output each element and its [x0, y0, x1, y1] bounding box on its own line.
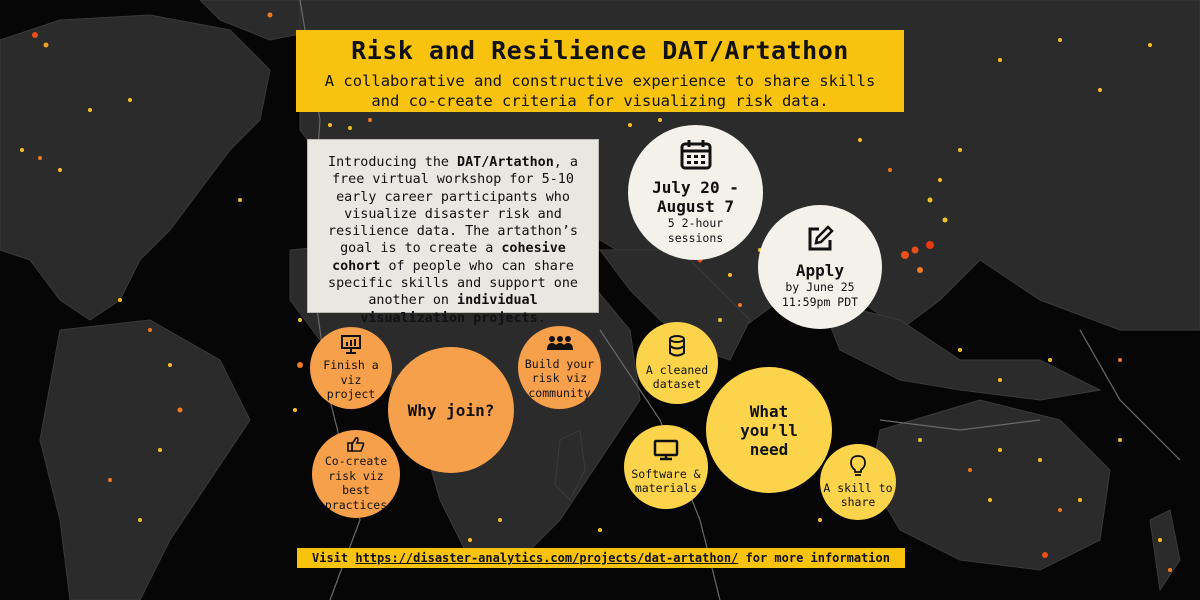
calendar-icon	[680, 140, 712, 170]
intro-bold-cohort: cohesive cohort	[332, 241, 566, 274]
need-item-1-line-2: dataset	[652, 377, 702, 391]
need-item-2-line-1: Software &	[631, 466, 701, 481]
monitor-icon	[653, 439, 679, 461]
apply-title: Apply	[795, 261, 845, 280]
why-item-2-line-3: community	[528, 385, 591, 400]
intro-bold-name: DAT/Artathon	[457, 155, 554, 170]
dates-line-1: July 20 -	[652, 178, 739, 197]
why-item-3-line-3: best	[342, 483, 370, 497]
title-banner	[296, 30, 904, 112]
need-label-1: What	[749, 401, 789, 421]
community-icon	[545, 335, 575, 351]
presentation-icon	[340, 334, 362, 354]
footer-suffix: for more information	[738, 551, 890, 565]
page-subtitle: A collaborative and constructive experience to share skills and co-create criteria for visualizing risk data.	[324, 72, 876, 110]
footer-banner	[297, 548, 905, 568]
need-item-3-line-2: share	[840, 495, 876, 509]
thumbs-up-icon	[347, 436, 365, 452]
why-item-finish-project	[310, 327, 392, 409]
why-item-1-line-2: viz	[340, 372, 362, 387]
apply-circle	[758, 205, 882, 329]
why-item-1-line-1: Finish a	[323, 358, 379, 373]
dates-detail-2: sessions	[667, 230, 724, 245]
why-item-3-line-2: risk viz	[328, 468, 384, 483]
apply-line-2: 11:59pm PDT	[781, 294, 859, 309]
need-item-2-line-2: materials	[634, 481, 698, 495]
dates-circle	[628, 125, 763, 260]
why-item-best-practices	[312, 430, 400, 518]
need-item-1-line-1: A cleaned	[645, 362, 709, 377]
footer-prefix: Visit	[312, 551, 356, 565]
apply-line-1: by June 25	[785, 280, 855, 294]
database-icon	[668, 335, 686, 357]
intro-text-3: of people who can share specific skills and support one another on	[328, 258, 578, 309]
why-item-2-line-2: risk viz	[531, 371, 588, 386]
intro-bold-projects: individual visualization projects	[360, 293, 538, 326]
dates-detail-1: 5 2-hour	[667, 216, 724, 230]
why-item-3-line-4: practices	[324, 497, 388, 512]
intro-text-2: , a free virtual workshop for 5-10 early career participants who visualize disaster risk and resilience data. The artathon’s goal is to create a	[328, 155, 578, 257]
intro-text-1: Introducing the	[328, 155, 458, 170]
edit-icon	[806, 225, 834, 253]
need-item-software	[624, 425, 708, 509]
need-circle	[706, 367, 832, 493]
why-join-label: Why join?	[407, 400, 495, 420]
lightbulb-icon	[850, 455, 866, 477]
intro-text-box	[307, 139, 599, 326]
why-item-1-line-3: project	[326, 387, 376, 402]
need-item-3-line-1: A skill to	[823, 480, 893, 495]
need-label-3: need	[749, 439, 789, 459]
need-item-skill	[820, 444, 896, 520]
why-join-circle	[388, 347, 514, 473]
why-item-3-line-1: Co-create	[324, 454, 388, 468]
dates-line-2: August 7	[656, 197, 735, 216]
need-item-dataset	[636, 322, 718, 404]
intro-text-4: .	[537, 310, 546, 326]
page-title: Risk and Resilience DAT/Artathon	[351, 36, 849, 65]
why-item-2-line-1: Build your	[524, 356, 595, 371]
why-item-build-community	[518, 326, 601, 409]
need-label-2: you’ll	[740, 420, 798, 440]
footer-link[interactable]: https://disaster-analytics.com/projects/dat-artathon/	[355, 551, 739, 565]
